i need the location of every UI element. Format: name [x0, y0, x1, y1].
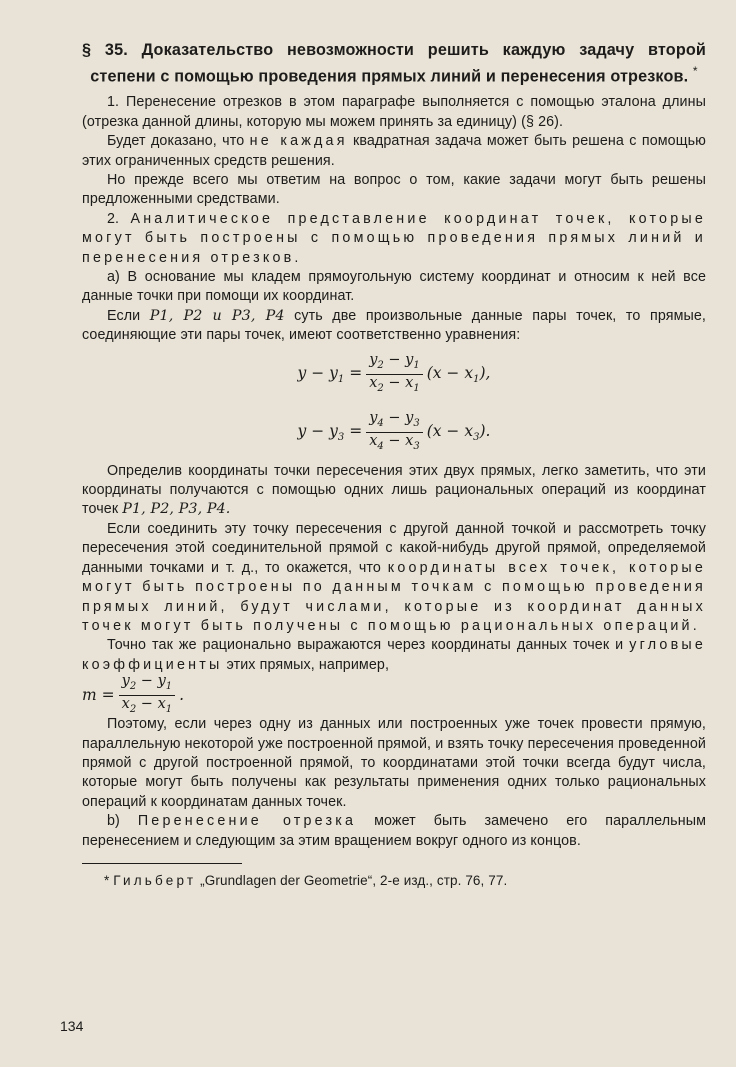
paragraph-8: Если соединить эту точку пересечения с другой данной точкой и рассмотреть точку пересечения этой соединительной прямой с какой-нибудь другой прямой, определяемой данными точками и т. д., то окажется, что координаты всех точек, которые могут быть построены по данным точкам с помощью проведения прямых линий, будут числами, которые из координат данных точек могут быть получены с помощью рациональных операций. [82, 520, 706, 634]
points-list: P1, P2, P3, P4. [122, 501, 231, 518]
equation-2: $y - y_3$ = $\frac{y_4 - y_3}{x_4 - x_3}$ $(x - x_3)$. [297, 410, 491, 453]
paragraph-2: Будет доказано, что не каждая квадратная задача может быть решена с помощью этих ограниченных средств решения. [82, 133, 706, 169]
paragraph-7: Определив координаты точки пересечения этих двух прямых, легко заметить, что эти координаты получаются с помощью одних лишь рациональных операций из координат точек P1, P2, P3, P4. [82, 462, 706, 518]
paragraph-10: Поэтому, если через одну из данных или построенных уже точек провести прямую, параллельную некоторой уже построенной прямой, и взять точку пересечения проведенной прямой с другой построенной прямой, то координатами этой точки всегда будут числа, которые могут быть получены как результаты применения одних только рациональных операций к координатам данных точек. [82, 716, 706, 810]
equation-1: $y - y_1$ = $\frac{y_2 - y_1}{x_2 - x_1}$ $(x - x_1)$, [297, 352, 491, 395]
footnote: * Гильберт „Grundlagen der Geometrie“, 2-е изд., стр. 76, 77. [104, 872, 508, 888]
page-number: 134 [60, 1018, 84, 1034]
footnote-divider [82, 863, 242, 864]
paragraph-4: 2. Аналитическое представление координат точек, которые могут быть построены с помощью проведения прямых линий и перенесения отрезков. [82, 210, 706, 266]
paragraph-6: Если P1, P2 и P3, P4 суть две произвольные данные пары точек, то прямые, соединяющие эти пары точек, имеют соответственно уравнения: [82, 307, 706, 344]
points-p1-p4: P1, P2 и P3, P4 [149, 307, 285, 324]
footnote-mark: * [692, 64, 698, 78]
paragraph-3: Но прежде всего мы ответим на вопрос о том, какие задачи могут быть решены предложенными средствами. [82, 172, 706, 208]
paragraph-11: b) Перенесение отрезка может быть замечено его параллельным перенесением и следующим за этим вращением вокруг одного из концов. [82, 813, 707, 849]
paragraph-1: 1. Перенесение отрезков в этом параграфе выполняется с помощью эталона длины (отрезка данной длины, которую мы можем принять за единицу) (§ 26). [82, 94, 706, 130]
paragraph-5: a) В основание мы кладем прямоугольную систему координат и относим к ней все данные точки при помощи их координат. [82, 269, 706, 305]
paragraph-9: Точно так же рационально выражаются через координаты данных точек и угловые коэффициенты этих прямых, например, [82, 637, 706, 673]
section-title: § 35. Доказательство невозможности решить каждую задачу второй степени с помощью проведения прямых линий и перенесения отрезков. * [82, 41, 706, 86]
equation-3: m = $\frac{y_2 - y_1}{x_2 - x_1}$ . [82, 672, 185, 715]
